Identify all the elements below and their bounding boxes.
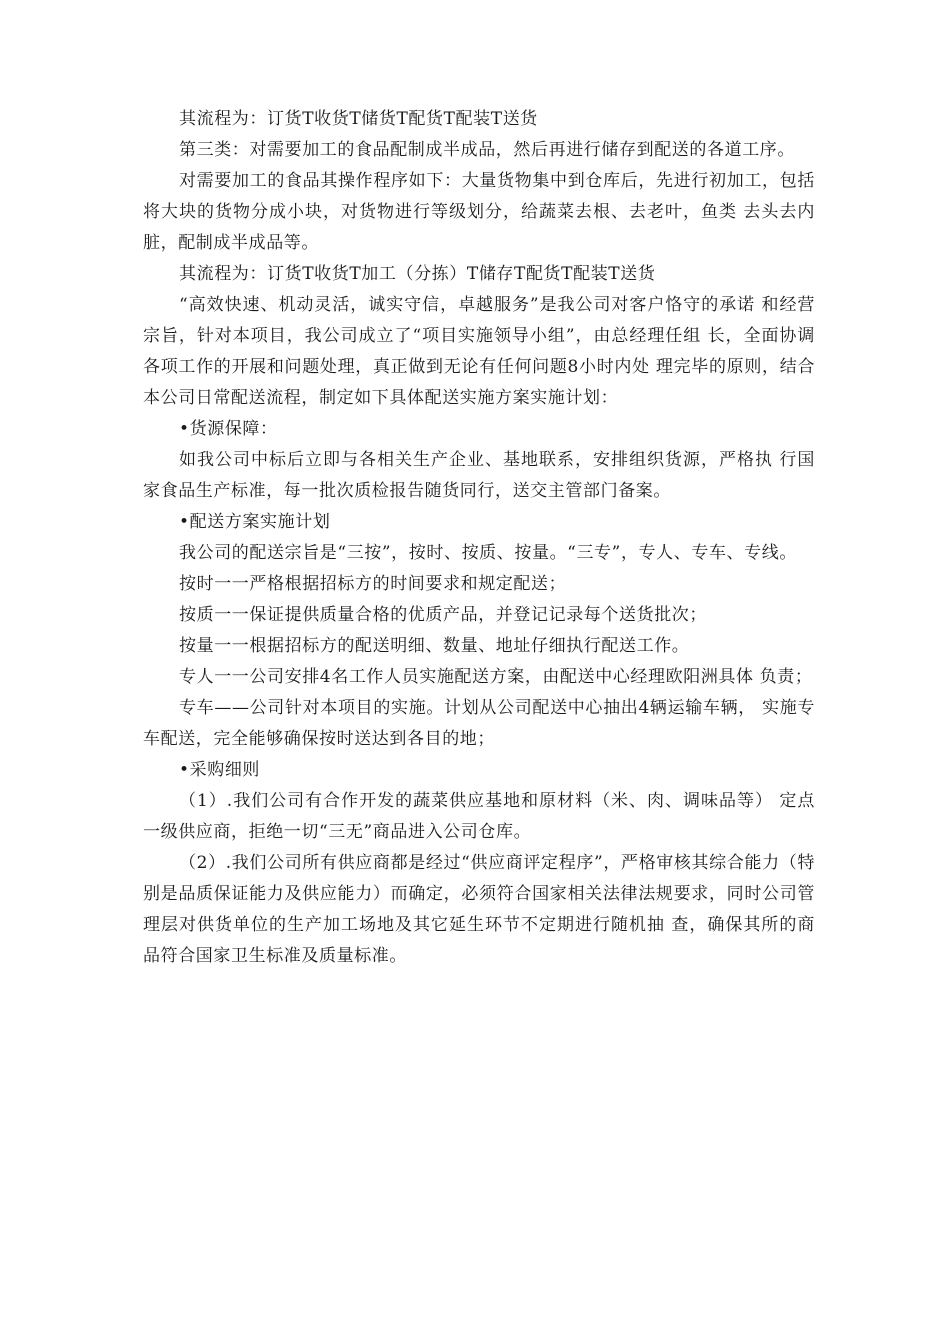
heading-delivery-plan: •配送方案实施计划 [179, 512, 331, 532]
heading-procurement-rules: •采购细则 [179, 760, 261, 780]
paragraph-procurement-rule-2: （2）.我们公司所有供应商都是经过“供应商评定程序”，严格审核其综合能力（特别是品质保证能力及供应能力）而确定，必须符合国家相关法律法规要求，同时公司管理层对供货单位的生产加工场地及其它延生环节不定期进行随机抽 查，确保其所的商品符合国家卫生标准及质量标准。 [143, 853, 815, 966]
paragraph-service-commitment: “高效快速、机动灵活，诚实守信，卓越服务”是我公司对客户恪守的承诺 和经营宗旨，针对本项目，我公司成立了“项目实施领导小组”，由总经理任组 长，全面协调各项工作的开展和问题处理，真正做到无论有任何问题8小时内处 理完毕的原则，结合本公司日常配送流程，制定如下具体配送实施方案实施计划： [143, 295, 815, 408]
paragraph-delivery-principles: 我公司的配送宗旨是“三按”，按时、按质、按量。“三专”，专人、专车、专线。 [179, 543, 797, 563]
list-item-dedicated-staff: 专人一一公司安排4名工作人员实施配送方案，由配送中心经理欧阳洲具体 负责； [179, 667, 813, 687]
document-body [143, 104, 815, 972]
list-item-dedicated-vehicle: 专车——公司针对本项目的实施。计划从公司配送中心抽出4辆运输车辆， 实施专车配送，完全能够确保按时送达到各目的地； [143, 698, 815, 749]
paragraph-process-flow-storage: 其流程为：订货Τ收货Τ储货Τ配货Τ配装Τ送货 [179, 109, 538, 129]
paragraph-process-flow-processing: 其流程为：订货Τ收货Τ加工（分拣）Τ储存Τ配货Τ配装Τ送货 [179, 264, 656, 284]
paragraph-procurement-rule-1: （1）.我们公司有合作开发的蔬菜供应基地和原材料（米、肉、调味品等） 定点一级供应商，拒绝一切“三无”商品进入公司仓库。 [143, 791, 815, 842]
paragraph-processing-procedure: 对需要加工的食品其操作程序如下：大量货物集中到仓库后，先进行初加工，包括将大块的货物分成小块，对货物进行等级划分，给蔬菜去根、去老叶，鱼类 去头去内脏，配制成半成品等。 [143, 171, 815, 253]
list-item-quality: 按质一一保证提供质量合格的优质产品，并登记记录每个送货批次； [179, 605, 707, 625]
heading-supply-guarantee: •货源保障： [179, 419, 278, 439]
paragraph-category-three: 第三类：对需要加工的食品配制成半成品，然后再进行储存到配送的各道工序。 [179, 140, 795, 160]
list-item-quantity: 按量一一根据招标方的配送明细、数量、地址仔细执行配送工作。 [179, 636, 690, 656]
list-item-on-time: 按时一一严格根据招标方的时间要求和规定配送； [179, 574, 567, 594]
paragraph-supply-guarantee: 如我公司中标后立即与各相关生产企业、基地联系，安排组织货源，严格执 行国家食品生产标准，每一批次质检报告随货同行，送交主管部门备案。 [143, 450, 815, 501]
